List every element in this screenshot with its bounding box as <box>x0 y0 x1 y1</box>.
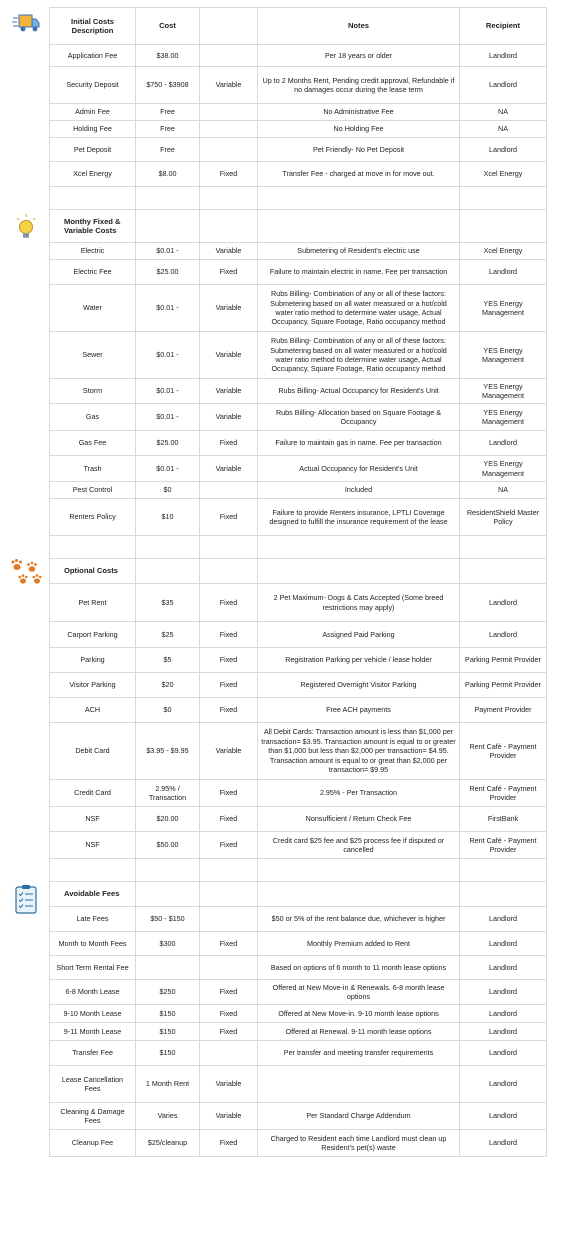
clipboard-checklist-icon <box>14 884 38 919</box>
fee-cost: $35 <box>136 584 200 622</box>
empty-cell <box>460 859 547 882</box>
fee-notes: Per 18 years or older <box>258 45 460 67</box>
fee-recipient: Payment Provider <box>460 698 547 723</box>
fee-description: Transfer Fee <box>50 1041 136 1066</box>
fee-recipient: Rent Café - Payment Provider <box>460 723 547 780</box>
fee-notes: $50 or 5% of the rent balance due, whichever is higher <box>258 907 460 932</box>
table-row <box>50 956 547 980</box>
fee-description: Visitor Parking <box>50 673 136 698</box>
empty-cell <box>200 559 258 584</box>
fee-description: Sewer <box>50 332 136 379</box>
fee-recipient: Landlord <box>460 1103 547 1130</box>
fee-cost: $25/cleanup <box>136 1130 200 1157</box>
fee-recipient: Landlord <box>460 932 547 956</box>
moving-truck-icon <box>12 12 40 39</box>
table-row <box>50 456 547 482</box>
fee-description: Admin Fee <box>50 104 136 121</box>
fee-notes: Transfer Fee - charged at move in for move out. <box>258 162 460 187</box>
fee-description: Short Term Rental Fee <box>50 956 136 980</box>
fee-type: Variable <box>200 285 258 332</box>
fee-description: Security Deposit <box>50 67 136 104</box>
fee-cost <box>136 956 200 980</box>
table-row <box>50 780 547 807</box>
fee-recipient: Landlord <box>460 45 547 67</box>
fee-recipient: ResidentShield Master Policy <box>460 499 547 536</box>
table-row <box>50 285 547 332</box>
fee-description: ACH <box>50 698 136 723</box>
fee-recipient: Landlord <box>460 622 547 648</box>
fee-type: Fixed <box>200 673 258 698</box>
fee-type: Fixed <box>200 807 258 832</box>
fee-cost: Free <box>136 138 200 162</box>
fee-type: Fixed <box>200 648 258 673</box>
fee-notes: No Holding Fee <box>258 121 460 138</box>
fee-recipient: Landlord <box>460 1023 547 1041</box>
fee-description: Late Fees <box>50 907 136 932</box>
fee-recipient: Landlord <box>460 584 547 622</box>
fee-description: Renters Policy <box>50 499 136 536</box>
empty-cell <box>200 187 258 210</box>
fee-recipient: Parking Permit Provider <box>460 673 547 698</box>
fee-type: Fixed <box>200 832 258 859</box>
fee-cost: $50 - $150 <box>136 907 200 932</box>
fee-description: Pet Rent <box>50 584 136 622</box>
fee-type <box>200 956 258 980</box>
empty-cell <box>460 187 547 210</box>
section-header-row <box>50 559 547 584</box>
table-row <box>50 932 547 956</box>
section-title: Monthy Fixed & Variable Costs <box>50 210 136 243</box>
fee-type: Variable <box>200 379 258 404</box>
fee-cost: Free <box>136 121 200 138</box>
fee-description: Water <box>50 285 136 332</box>
fee-cost: 1 Month Rent <box>136 1066 200 1103</box>
fee-recipient: Xcel Energy <box>460 162 547 187</box>
table-row <box>50 1041 547 1066</box>
empty-cell <box>258 210 460 243</box>
fee-type: Variable <box>200 404 258 431</box>
empty-cell <box>200 859 258 882</box>
table-row <box>50 698 547 723</box>
fee-cost: $0.01 - <box>136 285 200 332</box>
fee-cost: 2.95% / Transaction <box>136 780 200 807</box>
empty-cell <box>200 536 258 559</box>
section-title: Avoidable Fees <box>50 882 136 907</box>
fee-type: Fixed <box>200 698 258 723</box>
fee-recipient: NA <box>460 482 547 499</box>
fee-notes: 2 Pet Maximum- Dogs & Cats Accepted (Some breed restrictions may apply) <box>258 584 460 622</box>
fee-recipient: YES Energy Management <box>460 332 547 379</box>
fee-notes: Rubs Billing- Combination of any or all of these factors: Submetering based on all water measured or a hot/cold water ratio method to determine water usage, Actual Occupancy, Square Footage, Ratio occupancy method <box>258 285 460 332</box>
table-row <box>50 622 547 648</box>
table-row <box>50 499 547 536</box>
fee-type: Fixed <box>200 1005 258 1023</box>
fee-cost: $38.00 <box>136 45 200 67</box>
fee-description: Gas <box>50 404 136 431</box>
table-row <box>50 807 547 832</box>
fee-type <box>200 482 258 499</box>
table-row <box>50 162 547 187</box>
table-row <box>50 907 547 932</box>
fee-type <box>200 907 258 932</box>
fee-notes: Included <box>258 482 460 499</box>
fee-notes: Offered at Renewal. 9-11 month lease options <box>258 1023 460 1041</box>
empty-cell <box>50 859 136 882</box>
fee-notes: Rubs Billing- Actual Occupancy for Resident's Unit <box>258 379 460 404</box>
fee-recipient: Landlord <box>460 1041 547 1066</box>
header-row <box>50 8 547 45</box>
fee-type: Fixed <box>200 431 258 456</box>
table-row <box>50 104 547 121</box>
fee-cost: $300 <box>136 932 200 956</box>
fee-recipient: NA <box>460 121 547 138</box>
fee-notes: Up to 2 Months Rent, Pending credit approval, Refundable if no damages occur during the lease term <box>258 67 460 104</box>
fee-description: Gas Fee <box>50 431 136 456</box>
empty-cell <box>460 536 547 559</box>
fee-description: Credit Card <box>50 780 136 807</box>
paw-prints-icon <box>10 558 42 591</box>
fee-notes: Offered at New Move-in & Renewals. 6-8 month lease options <box>258 980 460 1005</box>
fee-cost: $20 <box>136 673 200 698</box>
fee-recipient: Rent Café - Payment Provider <box>460 832 547 859</box>
fee-recipient: YES Energy Management <box>460 456 547 482</box>
fee-table <box>49 7 547 1157</box>
fee-description: 9-11 Month Lease <box>50 1023 136 1041</box>
fee-type: Fixed <box>200 980 258 1005</box>
empty-cell <box>258 559 460 584</box>
fee-notes: Failure to maintain gas in name. Fee per transaction <box>258 431 460 456</box>
fee-notes: Actual Occupancy for Resident's Unit <box>258 456 460 482</box>
fee-recipient: Landlord <box>460 907 547 932</box>
fee-notes: Nonsufficient / Return Check Fee <box>258 807 460 832</box>
fee-description: Holding Fee <box>50 121 136 138</box>
table-row <box>50 379 547 404</box>
spacer-row <box>50 187 547 210</box>
fee-notes: Assigned Paid Parking <box>258 622 460 648</box>
fee-type: Fixed <box>200 1023 258 1041</box>
fee-type: Fixed <box>200 162 258 187</box>
fee-notes: Charged to Resident each time Landlord must clean up Resident's pet(s) waste <box>258 1130 460 1157</box>
fee-recipient: Landlord <box>460 1005 547 1023</box>
fee-notes: Submetering of Resident's electric use <box>258 243 460 260</box>
table-row <box>50 1023 547 1041</box>
fee-notes: Registration Parking per vehicle / lease holder <box>258 648 460 673</box>
fee-cost: $25.00 <box>136 260 200 285</box>
fee-notes: Monthly Premium added to Rent <box>258 932 460 956</box>
empty-cell <box>460 559 547 584</box>
fee-cost: $20.00 <box>136 807 200 832</box>
fee-recipient: YES Energy Management <box>460 285 547 332</box>
fee-description: 9-10 Month Lease <box>50 1005 136 1023</box>
spacer-row <box>50 536 547 559</box>
empty-cell <box>136 859 200 882</box>
table-row <box>50 431 547 456</box>
fee-description: Pest Control <box>50 482 136 499</box>
fee-notes: Per transfer and meeting transfer requirements <box>258 1041 460 1066</box>
table-row <box>50 1066 547 1103</box>
fee-cost: $0.01 - <box>136 404 200 431</box>
fee-recipient: Landlord <box>460 67 547 104</box>
table-row <box>50 673 547 698</box>
fee-description: Xcel Energy <box>50 162 136 187</box>
empty-cell <box>50 187 136 210</box>
empty-cell <box>136 559 200 584</box>
fee-description: Month to Month Fees <box>50 932 136 956</box>
fee-description: Electric Fee <box>50 260 136 285</box>
fee-type: Fixed <box>200 584 258 622</box>
fee-description: Electric <box>50 243 136 260</box>
fee-notes <box>258 1066 460 1103</box>
fee-cost: $0 <box>136 482 200 499</box>
fee-description: Debit Card <box>50 723 136 780</box>
fee-cost: $25.00 <box>136 431 200 456</box>
fee-description: NSF <box>50 807 136 832</box>
fee-type: Variable <box>200 243 258 260</box>
fee-description: NSF <box>50 832 136 859</box>
empty-cell <box>136 536 200 559</box>
fee-notes: Failure to provide Renters insurance, LPTLI Coverage designed to fulfill the insurance requirement of the lease <box>258 499 460 536</box>
header-notes: Notes <box>258 8 460 45</box>
table-row <box>50 584 547 622</box>
lightbulb-icon <box>14 214 38 247</box>
fee-description: Parking <box>50 648 136 673</box>
table-row <box>50 482 547 499</box>
fee-cost: $25 <box>136 622 200 648</box>
fee-notes: Rubs Billing- Allocation based on Square Footage & Occupancy <box>258 404 460 431</box>
fee-cost: $10 <box>136 499 200 536</box>
table-row <box>50 1130 547 1157</box>
table-row <box>50 1005 547 1023</box>
table-row <box>50 121 547 138</box>
empty-cell <box>460 210 547 243</box>
fee-notes: Offered at New Move-in. 9-10 month lease options <box>258 1005 460 1023</box>
table-row <box>50 332 547 379</box>
fee-type: Variable <box>200 723 258 780</box>
fee-recipient: Landlord <box>460 980 547 1005</box>
fee-type <box>200 138 258 162</box>
fee-recipient: Landlord <box>460 260 547 285</box>
header-recipient: Recipient <box>460 8 547 45</box>
fee-type <box>200 45 258 67</box>
table-row <box>50 723 547 780</box>
empty-cell <box>136 210 200 243</box>
fee-cost: $3.95 - $9.95 <box>136 723 200 780</box>
fee-description: 6-8 Month Lease <box>50 980 136 1005</box>
fee-cost: $50.00 <box>136 832 200 859</box>
table-row <box>50 138 547 162</box>
fee-recipient: Rent Café - Payment Provider <box>460 780 547 807</box>
fee-description: Carport Parking <box>50 622 136 648</box>
fee-type: Fixed <box>200 622 258 648</box>
fee-type: Variable <box>200 67 258 104</box>
fee-cost: Varies <box>136 1103 200 1130</box>
fee-recipient: Xcel Energy <box>460 243 547 260</box>
fee-recipient: FirstBank <box>460 807 547 832</box>
table-row <box>50 1103 547 1130</box>
fee-cost: $0 <box>136 698 200 723</box>
fee-recipient: Landlord <box>460 138 547 162</box>
fee-description: Lease Cancellation Fees <box>50 1066 136 1103</box>
fee-type: Variable <box>200 332 258 379</box>
fee-notes: Per Standard Charge Addendum <box>258 1103 460 1130</box>
fee-description: Cleaning & Damage Fees <box>50 1103 136 1130</box>
fee-notes: Rubs Billing- Combination of any or all of these factors: Submetering based on all water measured or a hot/cold water ratio method to determine water usage, Actual Occupancy, Square Footage, Ratio occupancy method <box>258 332 460 379</box>
fee-cost: $0.01 - <box>136 379 200 404</box>
fee-recipient: Landlord <box>460 1066 547 1103</box>
fee-notes: Based on options of 6 month to 11 month lease options <box>258 956 460 980</box>
fee-notes: Failure to maintain electric in name. Fee per transaction <box>258 260 460 285</box>
fee-cost: $0.01 - <box>136 332 200 379</box>
header-type <box>200 8 258 45</box>
fee-type <box>200 121 258 138</box>
fee-description: Trash <box>50 456 136 482</box>
fee-recipient: Landlord <box>460 1130 547 1157</box>
section-header-row <box>50 882 547 907</box>
table-row <box>50 260 547 285</box>
fee-notes: Free ACH payments <box>258 698 460 723</box>
fee-cost: $150 <box>136 1041 200 1066</box>
fee-type: Variable <box>200 1066 258 1103</box>
fee-cost: $0.01 - <box>136 456 200 482</box>
header-description: Initial Costs Description <box>50 8 136 45</box>
header-cost: Cost <box>136 8 200 45</box>
fee-cost: $150 <box>136 1023 200 1041</box>
fee-cost: Free <box>136 104 200 121</box>
fee-cost: $5 <box>136 648 200 673</box>
fee-cost: $750 - $3908 <box>136 67 200 104</box>
table-row <box>50 45 547 67</box>
fee-recipient: Landlord <box>460 431 547 456</box>
table-row <box>50 980 547 1005</box>
fee-notes: Credit card $25 fee and $25 process fee if disputed or cancelled <box>258 832 460 859</box>
fee-recipient: Landlord <box>460 956 547 980</box>
fee-recipient: YES Energy Management <box>460 404 547 431</box>
fee-type: Fixed <box>200 932 258 956</box>
empty-cell <box>460 882 547 907</box>
fee-type <box>200 1041 258 1066</box>
empty-cell <box>258 859 460 882</box>
fee-notes: No Administrative Fee <box>258 104 460 121</box>
fee-notes: Registered Overnight Visitor Parking <box>258 673 460 698</box>
fee-type: Fixed <box>200 260 258 285</box>
fee-cost: $0.01 - <box>136 243 200 260</box>
fee-description: Cleanup Fee <box>50 1130 136 1157</box>
table-row <box>50 67 547 104</box>
empty-cell <box>136 187 200 210</box>
fee-type: Fixed <box>200 780 258 807</box>
table-row <box>50 404 547 431</box>
spacer-row <box>50 859 547 882</box>
fee-description: Pet Deposit <box>50 138 136 162</box>
fee-cost: $250 <box>136 980 200 1005</box>
empty-cell <box>258 882 460 907</box>
fee-notes: 2.95% - Per Transaction <box>258 780 460 807</box>
fee-recipient: NA <box>460 104 547 121</box>
fee-type: Fixed <box>200 499 258 536</box>
empty-cell <box>258 536 460 559</box>
fee-description: Application Fee <box>50 45 136 67</box>
fee-notes: Pet Friendly- No Pet Deposit <box>258 138 460 162</box>
empty-cell <box>200 882 258 907</box>
fee-description: Storm <box>50 379 136 404</box>
fee-type: Variable <box>200 456 258 482</box>
empty-cell <box>258 187 460 210</box>
table-row <box>50 648 547 673</box>
table-row <box>50 832 547 859</box>
fee-type: Fixed <box>200 1130 258 1157</box>
fee-recipient: Parking Permit Provider <box>460 648 547 673</box>
fee-recipient: YES Energy Management <box>460 379 547 404</box>
empty-cell <box>200 210 258 243</box>
fee-type: Variable <box>200 1103 258 1130</box>
table-row <box>50 243 547 260</box>
fee-cost: $150 <box>136 1005 200 1023</box>
empty-cell <box>50 536 136 559</box>
fee-cost: $8.00 <box>136 162 200 187</box>
empty-cell <box>136 882 200 907</box>
fee-type <box>200 104 258 121</box>
section-title: Optional Costs <box>50 559 136 584</box>
section-header-row <box>50 210 547 243</box>
fee-notes: All Debit Cards: Transaction amount is less than $1,000 per transaction= $3.95. Transaction amount is equal to or greater than $1,000 but less than $2,000 per transaction= $4.95. Transaction amount is equal to or great than $2,000 per transaction= $9.95 <box>258 723 460 780</box>
